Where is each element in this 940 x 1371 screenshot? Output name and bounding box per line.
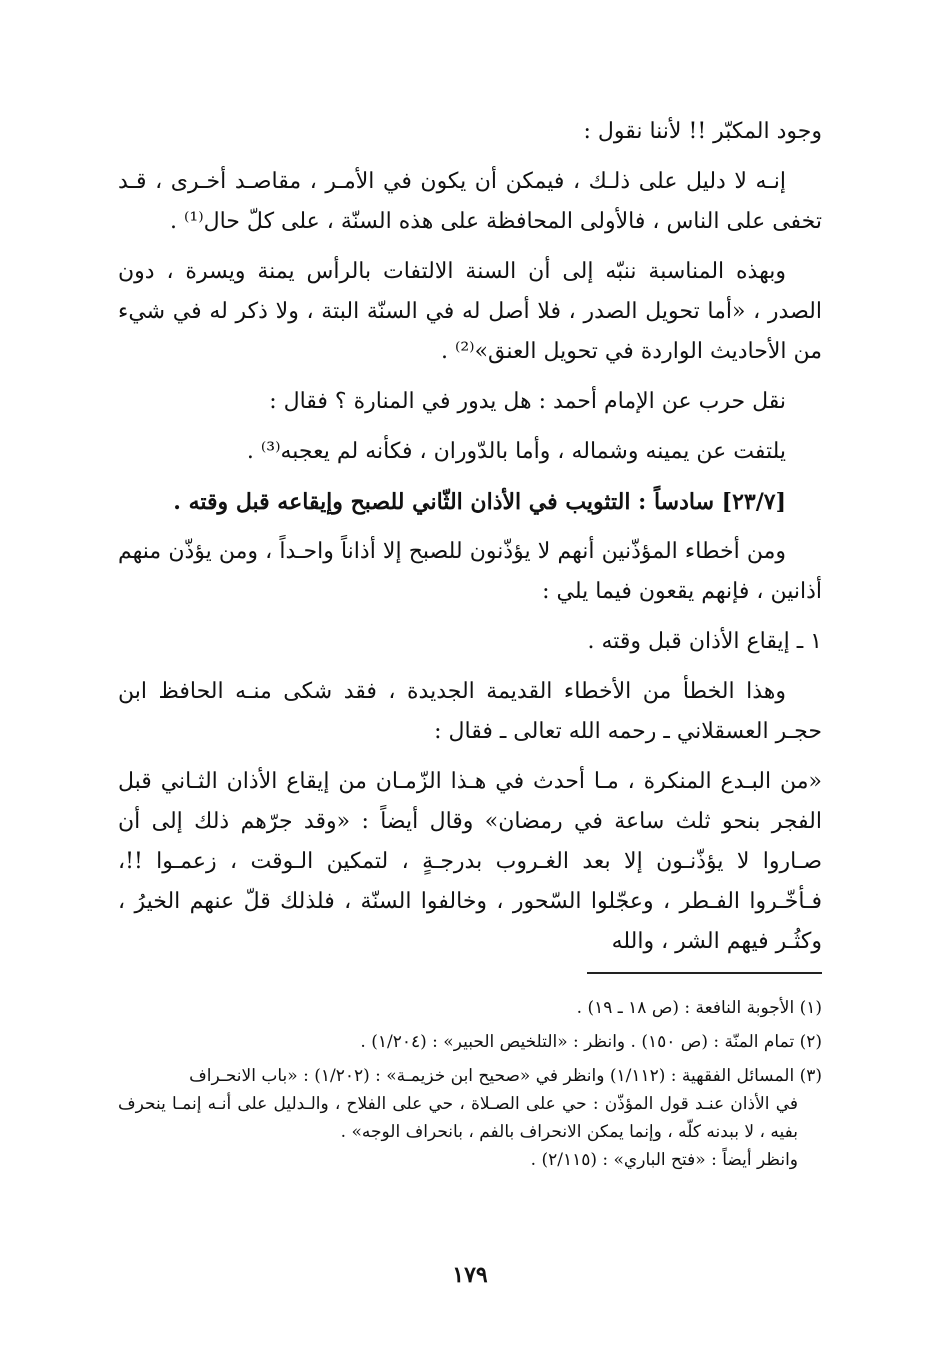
footnote-3-line-3: وانظر أيضاً : «فتح الباري» : (٢/١١٥) . xyxy=(530,1150,798,1170)
footnote-3: (٣) المسائل الفقهية : (١/١١٢) وانظر في «صحيح ابن خزيمـة» : (١/٢٠٢) : «باب الانحـراف xyxy=(189,1066,822,1086)
paragraph-1: وجود المكبّر !! لأننا نقول : xyxy=(583,119,822,144)
footnote-separator xyxy=(587,972,822,974)
paragraph-4: نقل حرب عن الإمام أحمد : هل يدور في المنارة ؟ فقال : xyxy=(269,389,786,414)
list-item-1: ١ ـ إيقاع الأذان قبل وقته . xyxy=(587,629,822,654)
paragraph-10: «من البـدع المنكرة ، مـا أحدث في هـذا الزّمـان من إيقاع الأذان الثـاني قبل الفجر بنحو ثلث ساعة في رمضان» وقال أيضاً : «وقد جرّهم ذلك إلى أن صـاروا لا يؤذّنـون إلا بعد الغـروب بدرجـةٍ ، لتمكين الـوقت ، زعمـوا !!، فـأخّـروا الفـطر ، وعجّلوا السّحور ، وخالفوا السنّة ، فلذلك قلّ عنهم الخيرُ ، وكثُـر فيهم الشر ، والله xyxy=(118,769,822,954)
paragraph-7: ومن أخطاء المؤذّنين أنهم لا يؤذّنون للصبح إلا أذاناً واحـداً ، ومن يؤذّن منهم أذانين ، فإنهم يقعون فيما يلي : xyxy=(118,539,822,604)
footnote-3-line-2: في الأذان عنـد قول المؤذّن : حي على الصـلاة ، حي على الفلاح ، والـدليل على أنـه إنمـا ينحرف بفيه ، لا ببدنه كلّه ، وإنما يمكن الانحراف بالفم ، بانحراف الوجه» . xyxy=(118,1094,798,1142)
footnote-3-continuation xyxy=(118,1090,822,1174)
section-heading: [٢٣/٧] سادساً : التثويب في الأذان الثّاني للصبح وإيقاعه قبل وقته . xyxy=(173,489,786,515)
footnote-2: (٢) تمام المنّة : (ص ١٥٠) . وانظر : «التلخيص الحبير» : (١/٢٠٤) . xyxy=(360,1032,822,1052)
paragraph-5: يلتفت عن يمينه وشماله ، وأما بالدّوران ، فكأنه لم يعجبه⁽³⁾ . xyxy=(246,439,786,464)
paragraph-2: إنـه لا دليل على ذلـك ، فيمكن أن يكون في الأمـر ، مقاصـد أخـرى ، قـد تخفى على الناس ، فالأولى المحافظة على هذه السنّة ، على كلّ حال⁽¹⁾ . xyxy=(118,169,822,234)
paragraph-3: وبهذه المناسبة ننبّه إلى أن السنة الالتفات بالرأس يمنة ويسرة ، دون الصدر ، «أما تحويل الصدر ، فلا أصل له في السنّة البتة ، ولا ذكر له في شيء من الأحاديث الواردة في تحويل العنق»⁽²⁾ . xyxy=(118,259,822,364)
footnote-1: (١) الأجوبة النافعة : (ص ١٨ ـ ١٩) . xyxy=(576,998,822,1018)
page-number: ١٧٩ xyxy=(452,1262,488,1288)
paragraph-9: وهذا الخطأ من الأخطاء القديمة الجديدة ، فقد شكى منـه الحافظ ابن حجـر العسقلاني ـ رحمه الله تعالى ـ فقال : xyxy=(118,679,822,744)
